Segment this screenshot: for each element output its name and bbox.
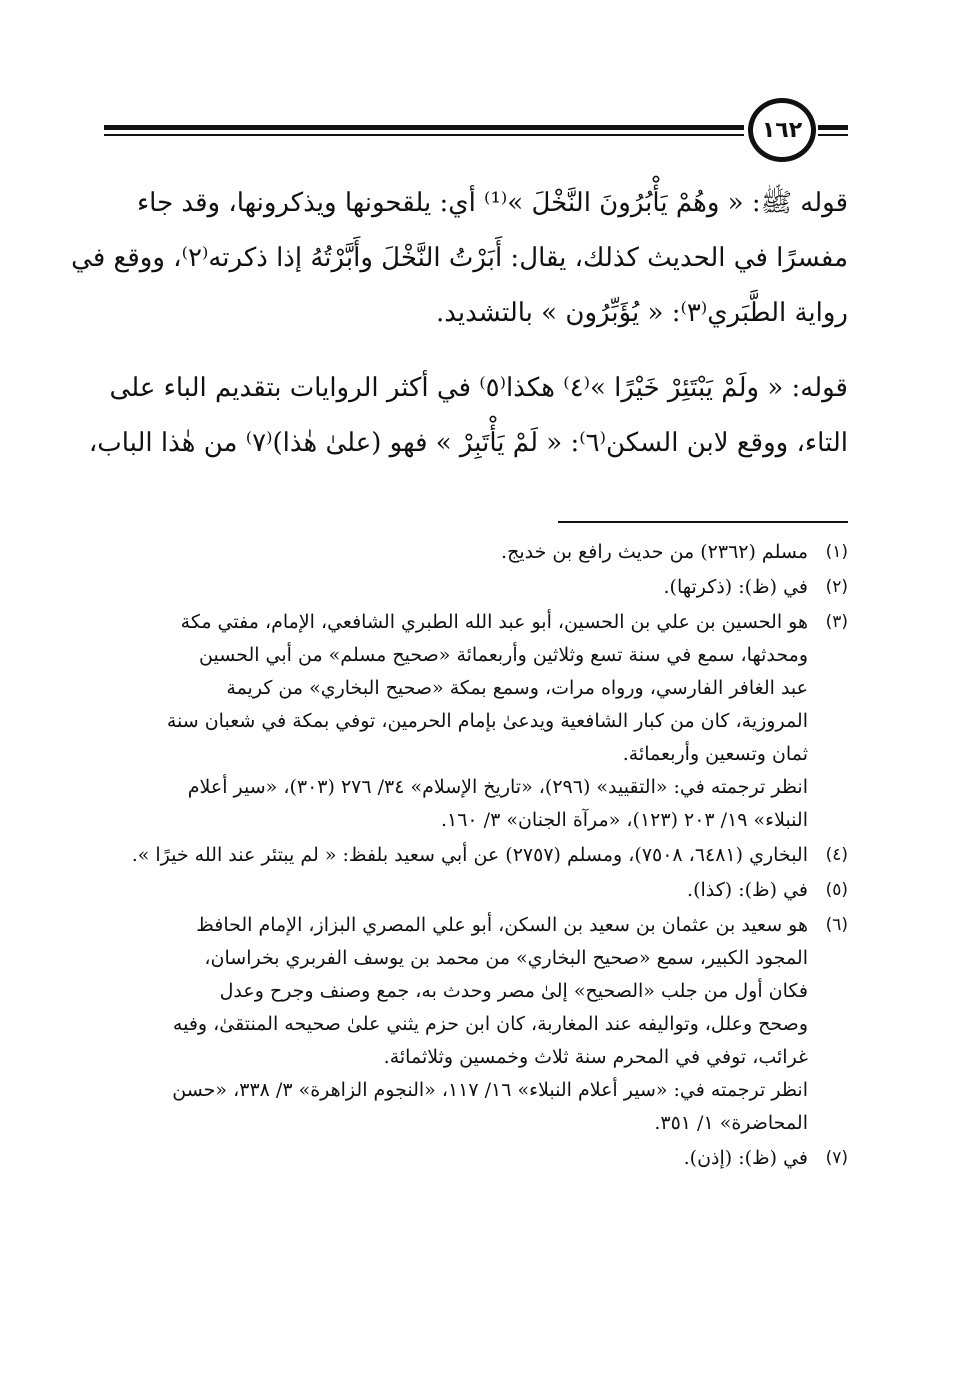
footnote-line: غرائب، توفي في المحرم سنة ثلاث وخمسين وثلاثمائة. xyxy=(383,1046,808,1068)
footnote-body xyxy=(106,874,808,907)
header-rule-thick xyxy=(104,125,744,130)
footnote xyxy=(106,606,848,837)
footnote-number: (١) xyxy=(825,542,848,562)
footnote-line: انظر ترجمته في: «التقييد» (٢٩٦)، «تاريخ الإسلام» ٣٤/ ٢٧٦ (٣٠٣)، «سير أعلام xyxy=(187,776,808,798)
paragraph-2 xyxy=(88,361,848,471)
footnote-number: (٥) xyxy=(825,880,848,900)
header-rule-right-thick xyxy=(818,125,848,130)
footnote-line: هو الحسين بن علي بن الحسين، أبو عبد الله الطبري الشافعي، الإمام، مفتي مكة xyxy=(180,611,808,633)
footnote-line: ومحدثها، سمع في سنة تسع وثلاثين وأربعمائة «صحيح مسلم» من أبي الحسين xyxy=(199,644,808,666)
footnote-body xyxy=(106,1142,808,1175)
footnote-line: المجود الكبير، سمع «صحيح البخاري» من محمد بن يوسف الفربري بخراسان، xyxy=(204,947,808,969)
footnote-line: فكان أول من جلب «الصحيح» إلىٰ مصر وحدث به، جمع وصنف وجرح وعدل xyxy=(219,980,808,1002)
footnote-line: مسلم (٢٣٦٢) من حديث رافع بن خديج. xyxy=(501,541,808,563)
footnote-body xyxy=(106,839,808,872)
text-line: قوله: « ولَمْ يَبْتَئِرْ خَيْرًا »⁽٤⁾ هكذا⁽٥⁾ في أكثر الروايات بتقديم الباء على xyxy=(109,373,848,403)
footnote-number: (٧) xyxy=(825,1148,848,1168)
page-header xyxy=(104,98,848,168)
footnote-line: النبلاء» ١٩/ ٢٠٣ (١٢٣)، «مرآة الجنان» ٣/ ١٦٠. xyxy=(440,809,808,831)
footnote-line: في (ظ): (كذا). xyxy=(687,879,808,901)
footnote-number: (٦) xyxy=(825,915,848,935)
page-number: ١٦٢ xyxy=(748,98,816,162)
footnote xyxy=(106,839,848,872)
text-line: رواية الطَّبَري⁽٣⁾: « يُؤَبِّرُون » بالتشديد. xyxy=(436,298,848,328)
footnote-line: في (ظ): (إذن). xyxy=(683,1147,808,1169)
text-line: التاء، ووقع لابن السكن⁽٦⁾: « لَمْ يَأْتَبِرْ » فهو (علىٰ هٰذا)⁽٧⁾ من هٰذا الباب، xyxy=(88,428,848,458)
footnote-number: (٣) xyxy=(825,612,848,632)
footnote-line: هو سعيد بن عثمان بن سعيد بن السكن، أبو علي المصري البزاز، الإمام الحافظ xyxy=(196,914,808,936)
footnote xyxy=(106,874,848,907)
footnote-separator xyxy=(558,521,848,523)
footnote xyxy=(106,536,848,569)
text-line: مفسرًا في الحديث كذلك، يقال: أَبَرْتُ النَّخْلَ وأَبَّرْتُهُ إذا ذكرته⁽٢⁾، ووقع في xyxy=(71,243,848,273)
footnote-line: انظر ترجمته في: «سير أعلام النبلاء» ١٦/ ١١٧، «النجوم الزاهرة» ٣/ ٣٣٨، «حسن xyxy=(172,1079,808,1101)
footnote-line: عبد الغافر الفارسي، ورواه مرات، وسمع بمكة «صحيح البخاري» من كريمة xyxy=(226,677,808,699)
footnote-body xyxy=(106,606,808,837)
footnote xyxy=(106,909,848,1140)
footnote-line: وصحح وعلل، وتواليفه عند المغاربة، كان ابن حزم يثني علىٰ صحيحه المنتقىٰ، وفيه xyxy=(172,1013,808,1035)
footnotes xyxy=(106,536,848,1177)
footnote-line: المروزية، كان من كبار الشافعية ويدعىٰ بإمام الحرمين، توفي بمكة في شعبان سنة xyxy=(166,710,808,732)
footnote-body xyxy=(106,536,808,569)
footnote-number: (٢) xyxy=(825,577,848,597)
main-text xyxy=(71,176,848,491)
footnote-line: ثمان وتسعين وأربعمائة. xyxy=(622,743,808,765)
footnote-body xyxy=(106,571,808,604)
footnote-line: البخاري (٦٤٨١، ٧٥٠٨)، ومسلم (٢٧٥٧) عن أبي سعيد بلفظ: « لم يبتئر عند الله خيرًا ». xyxy=(131,844,808,866)
footnote xyxy=(106,1142,848,1175)
header-rule-right-thin xyxy=(818,134,848,136)
footnote-number: (٤) xyxy=(825,845,848,865)
footnote-line: المحاضرة» ١/ ٣٥١. xyxy=(654,1112,808,1134)
footnote xyxy=(106,571,848,604)
header-rule-thin xyxy=(104,134,744,136)
footnote-line: في (ظ): (ذكرتها). xyxy=(663,576,808,598)
paragraph-1 xyxy=(71,176,848,341)
footnote-body xyxy=(106,909,808,1140)
text-line: قوله ﷺ: « وهُمْ يَأْبُرُونَ النَّخْلَ »⁽¹⁾ أي: يلقحونها ويذكرونها، وقد جاء xyxy=(136,188,848,218)
